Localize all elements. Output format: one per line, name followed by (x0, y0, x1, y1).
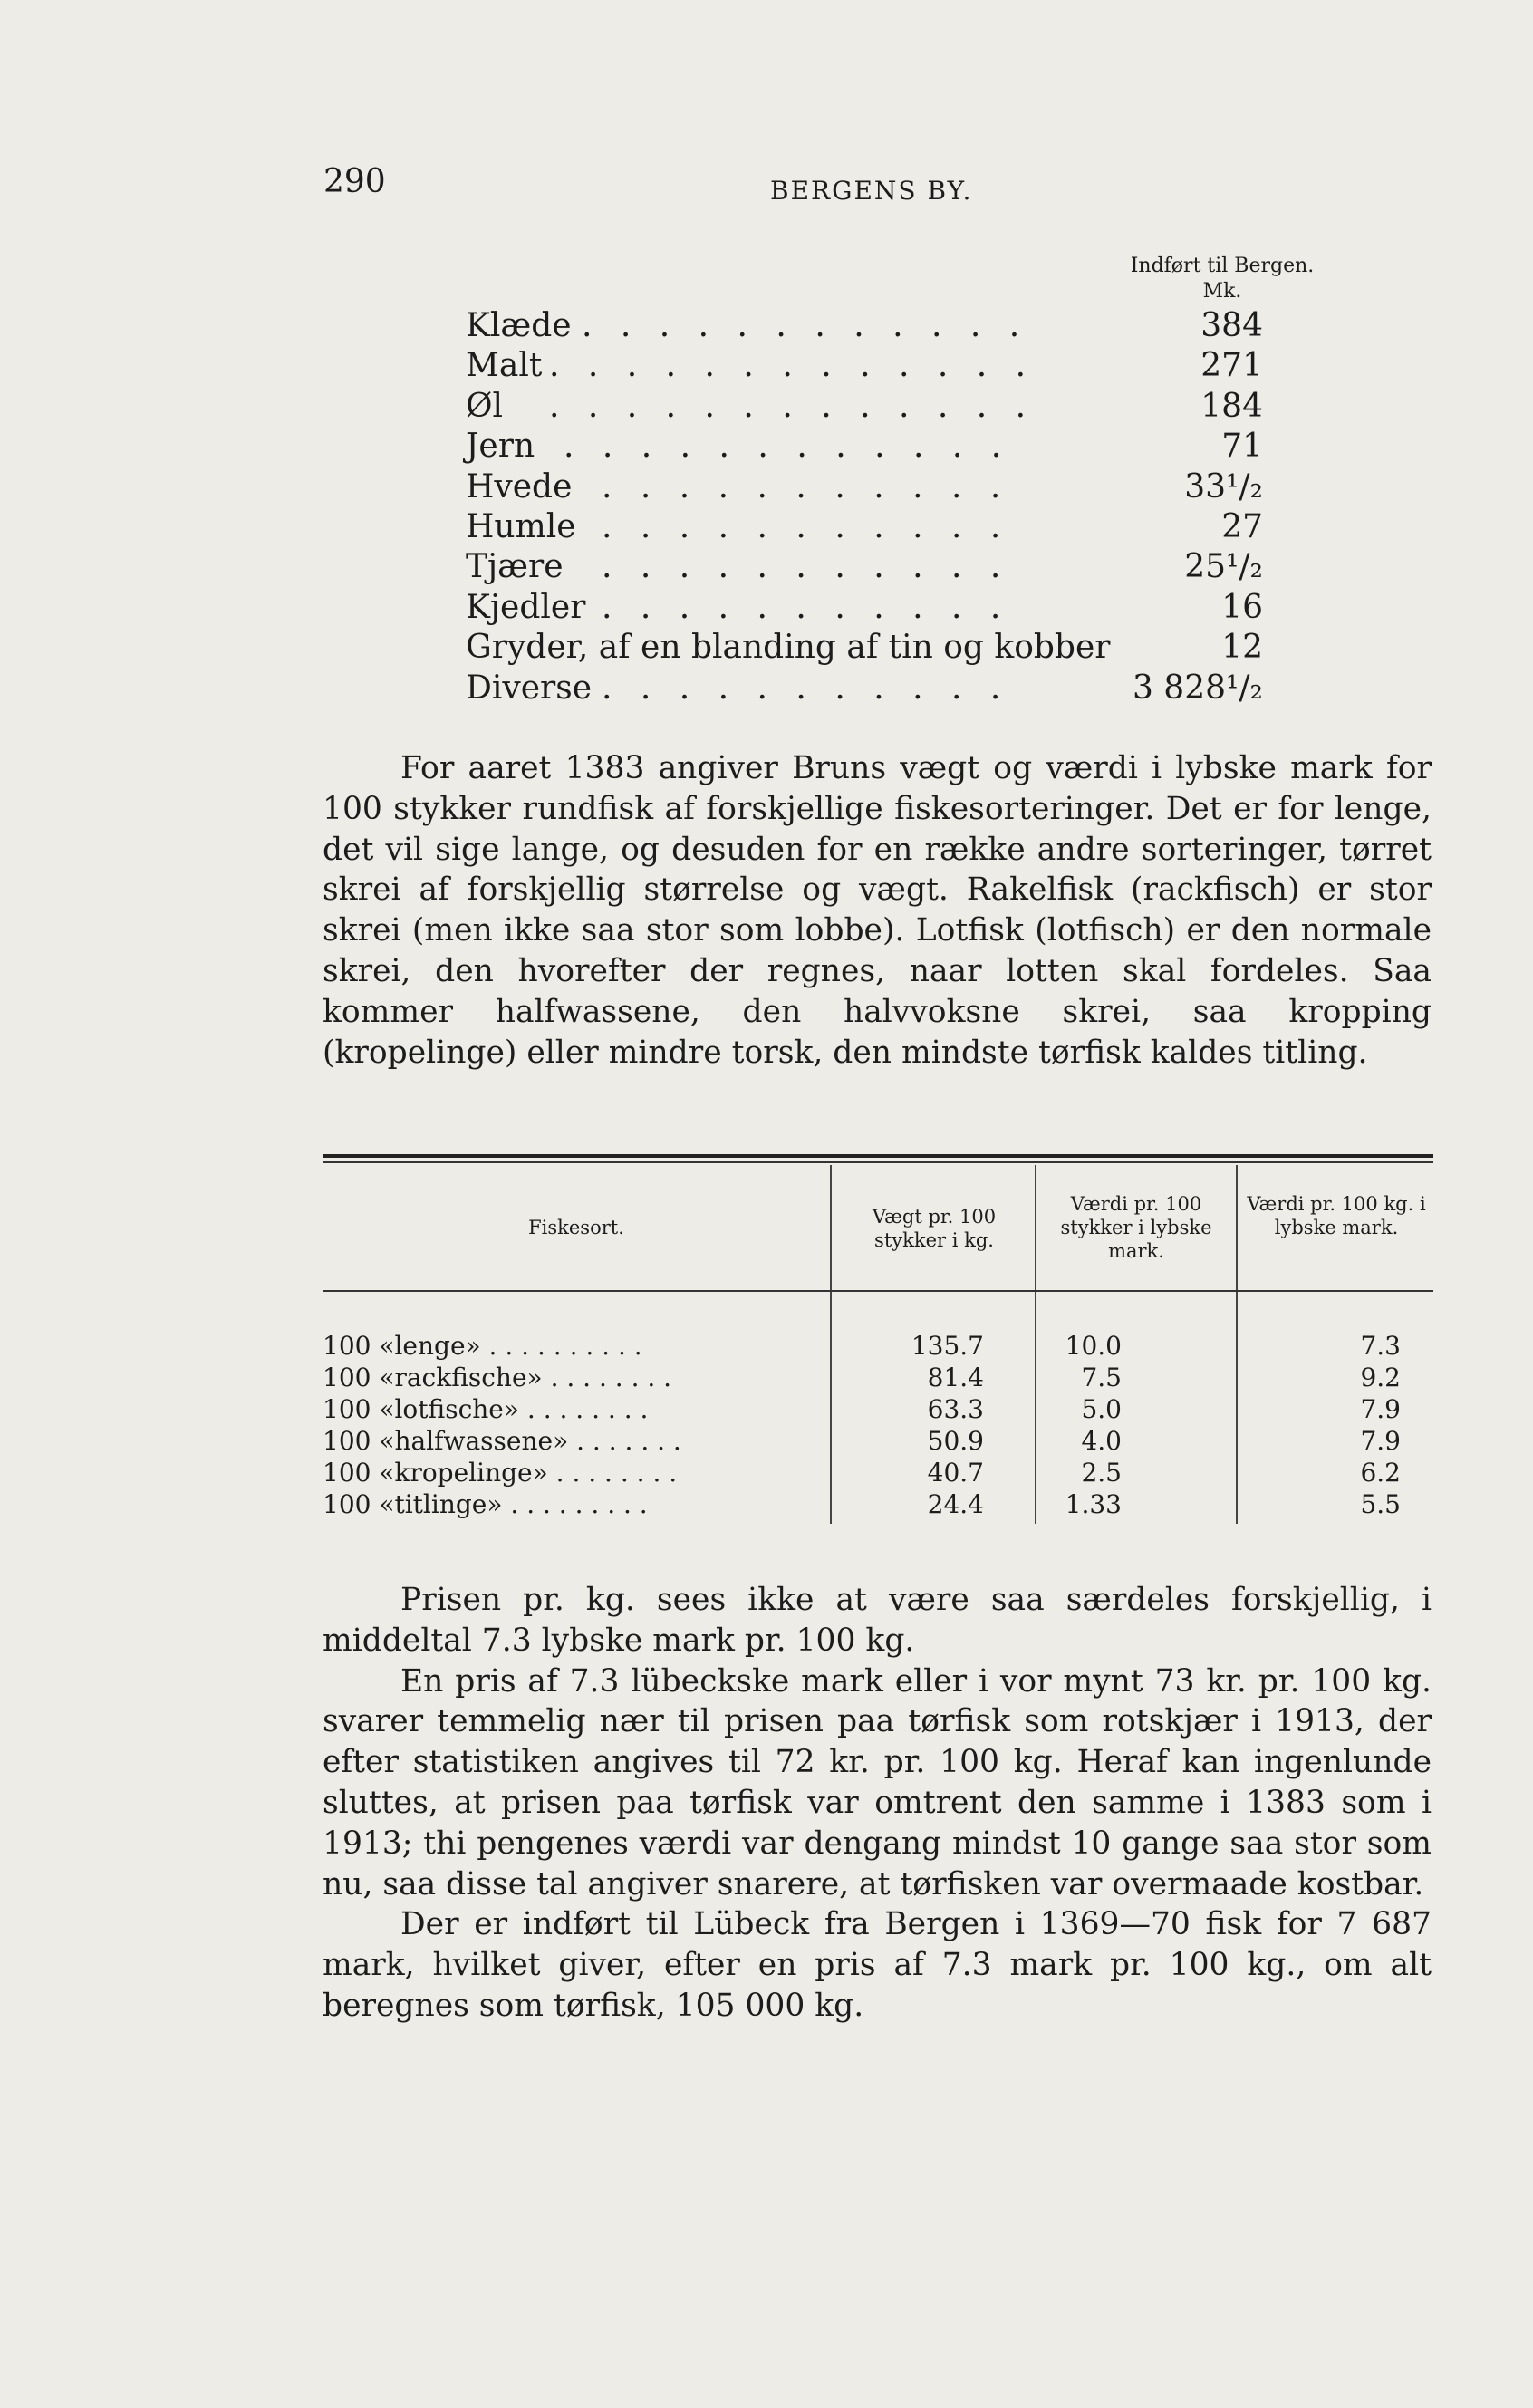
cell-sort: 100 «halfwassene» . . . . . . . (323, 1426, 681, 1456)
imports-leader-dots: . . . . . . . . . . . (602, 507, 1010, 545)
imports-item: Tjære (466, 548, 564, 586)
imports-value: 16 (1221, 588, 1263, 626)
header-rule (323, 1290, 1433, 1292)
imports-header-unit: Mk. (1202, 280, 1242, 303)
imports-item: Jern (466, 428, 535, 466)
imports-value: 384 (1200, 307, 1263, 344)
table-top-rule-thin (323, 1161, 1433, 1163)
closing-paragraphs (323, 1580, 1432, 2027)
table-row (323, 1488, 1433, 1520)
imports-item: Malt (466, 347, 543, 385)
imports-leader-dots: . . . . . . . . . . . (602, 467, 1010, 506)
table-header-value-kg: Værdi pr. 100 kg. i lybske mark. (1247, 1193, 1426, 1238)
table-header-weight: Vægt pr. 100 stykker i kg. (872, 1206, 997, 1251)
cell-sort: 100 «rackfische» . . . . . . . . (323, 1363, 672, 1392)
imports-value: 3 828¹/₂ (1132, 669, 1263, 707)
cell-value-100: 10.0 (1065, 1331, 1122, 1361)
imports-row (466, 427, 1263, 467)
paragraph-text: For aaret 1383 angiver Bruns vægt og værdi i lybske mark for 100 stykker rundfisk af forskjellige fiskesorteringer. Det er for lenge, det vil sige lange, og desuden for en række andre sorteringer, tørret skrei af forskjellig størrelse og vægt. Rakelfisk (rackfisch) er stor skrei (men ikke saa stor som lobbe). Lotfisk (lotfisch) er den normale skrei, den hvorefter der regnes, naar lotten skal fordeles. Saa kommer halfwassene, den halvvoksne skrei, saa kropping (kropelinge) eller mindre torsk, den mindste tørfisk kaldes titling. (323, 750, 1432, 1071)
imports-row (466, 346, 1263, 386)
cell-value-100: 1.33 (1065, 1489, 1122, 1519)
imports-row (466, 387, 1263, 427)
cell-weight: 40.7 (927, 1458, 984, 1488)
fish-table (323, 1154, 1433, 1533)
imports-value: 271 (1200, 347, 1263, 385)
cell-value-kg: 7.3 (1360, 1331, 1401, 1361)
imports-row (466, 507, 1263, 547)
cell-value-100: 4.0 (1081, 1426, 1122, 1456)
imports-table (466, 306, 1263, 708)
table-row (323, 1393, 1433, 1425)
imports-leader-dots: . . . . . . . . . . . (602, 588, 1010, 626)
cell-value-100: 5.0 (1081, 1394, 1122, 1424)
imports-leader-dots: . . . . . . . . . . . . (564, 428, 1011, 466)
paragraph-text: Der er indført til Lübeck fra Bergen i 1369—70 fisk for 7 687 mark, hvilket giver, efter en pris af 7.3 mark pr. 100 kg., om alt beregnes som tørfisk, 105 000 kg. (323, 1906, 1432, 2024)
table-row (323, 1425, 1433, 1457)
imports-item: Diverse (466, 669, 593, 707)
imports-row (466, 628, 1263, 668)
table-row (323, 1362, 1433, 1393)
imports-value: 33¹/₂ (1184, 467, 1263, 506)
imports-item: Øl (466, 387, 504, 425)
imports-row (466, 306, 1263, 346)
imports-leader-dots: . . . . . . . . . . . (602, 669, 1010, 707)
cell-value-kg: 6.2 (1360, 1458, 1401, 1488)
imports-leader-dots: . . . . . . . . . . . (602, 548, 1010, 586)
imports-row (466, 467, 1263, 507)
page-number: 290 (323, 163, 386, 200)
running-title: BERGENS BY. (770, 176, 973, 206)
paragraph-text: En pris af 7.3 lübeckske mark eller i vor mynt 73 kr. pr. 100 kg. svarer temmelig nær til prisen paa tørfisk som rotskjær i 1913, der efter statistiken angives til 72 kr. pr. 100 kg. Heraf kan ingenlunde sluttes, at prisen paa tørfisk var omtrent den samme i 1383 som i 1913; thi pengenes værdi var dengang mindst 10 gange saa stor som nu, saa disse tal angiver snarere, at tørfisken var overmaade kostbar. (323, 1662, 1432, 1902)
imports-row (466, 547, 1263, 587)
cell-value-kg: 7.9 (1360, 1394, 1401, 1424)
paragraph (323, 748, 1432, 1073)
table-header-value-100: Værdi pr. 100 stykker i lybske mark. (1060, 1193, 1212, 1262)
cell-weight: 135.7 (911, 1331, 984, 1361)
imports-header-label: Indført til Bergen. (1130, 255, 1315, 277)
cell-sort: 100 «kropelinge» . . . . . . . . (323, 1458, 678, 1488)
imports-item: Humle (466, 507, 576, 545)
imports-leader-dots: . . . . . . . . . . . . . (549, 387, 1036, 425)
cell-value-kg: 5.5 (1360, 1489, 1401, 1519)
imports-item: Klæde (466, 307, 572, 344)
table-top-rule (323, 1154, 1433, 1158)
imports-value: 184 (1200, 387, 1263, 425)
imports-value: 27 (1221, 507, 1263, 545)
cell-value-100: 7.5 (1081, 1363, 1122, 1392)
imports-row (466, 588, 1263, 628)
imports-leader-dots: . . . . . . . . . . . . (582, 307, 1029, 344)
paragraph-text: Prisen pr. kg. sees ikke at være saa særdeles forskjellig, i middeltal 7.3 lybske mark pr. 100 kg. (323, 1582, 1432, 1659)
cell-sort: 100 «lotfische» . . . . . . . . (323, 1394, 649, 1424)
imports-item: Hvede (466, 467, 573, 506)
cell-weight: 50.9 (927, 1426, 984, 1456)
imports-item: Gryder, af en blanding af tin og kobber (466, 629, 1111, 667)
imports-value: 71 (1221, 428, 1263, 466)
table-header-sort: Fiskesort. (528, 1217, 624, 1238)
cell-value-kg: 9.2 (1360, 1363, 1401, 1392)
imports-value: 25¹/₂ (1184, 548, 1263, 586)
cell-value-kg: 7.9 (1360, 1426, 1401, 1456)
cell-value-100: 2.5 (1081, 1458, 1122, 1488)
cell-weight: 24.4 (927, 1489, 984, 1519)
imports-value: 12 (1221, 629, 1263, 667)
cell-sort: 100 «lenge» . . . . . . . . . . (323, 1331, 642, 1361)
imports-row (466, 669, 1263, 708)
table-row (323, 1330, 1433, 1362)
imports-leader-dots: . . . . . . . . . . . . . (549, 347, 1036, 385)
cell-sort: 100 «titlinge» . . . . . . . . . (323, 1489, 648, 1519)
cell-weight: 63.3 (927, 1394, 984, 1424)
imports-item: Kjedler (466, 588, 586, 626)
imports-column-header (1100, 254, 1345, 304)
cell-weight: 81.4 (927, 1363, 984, 1392)
table-row (323, 1457, 1433, 1488)
